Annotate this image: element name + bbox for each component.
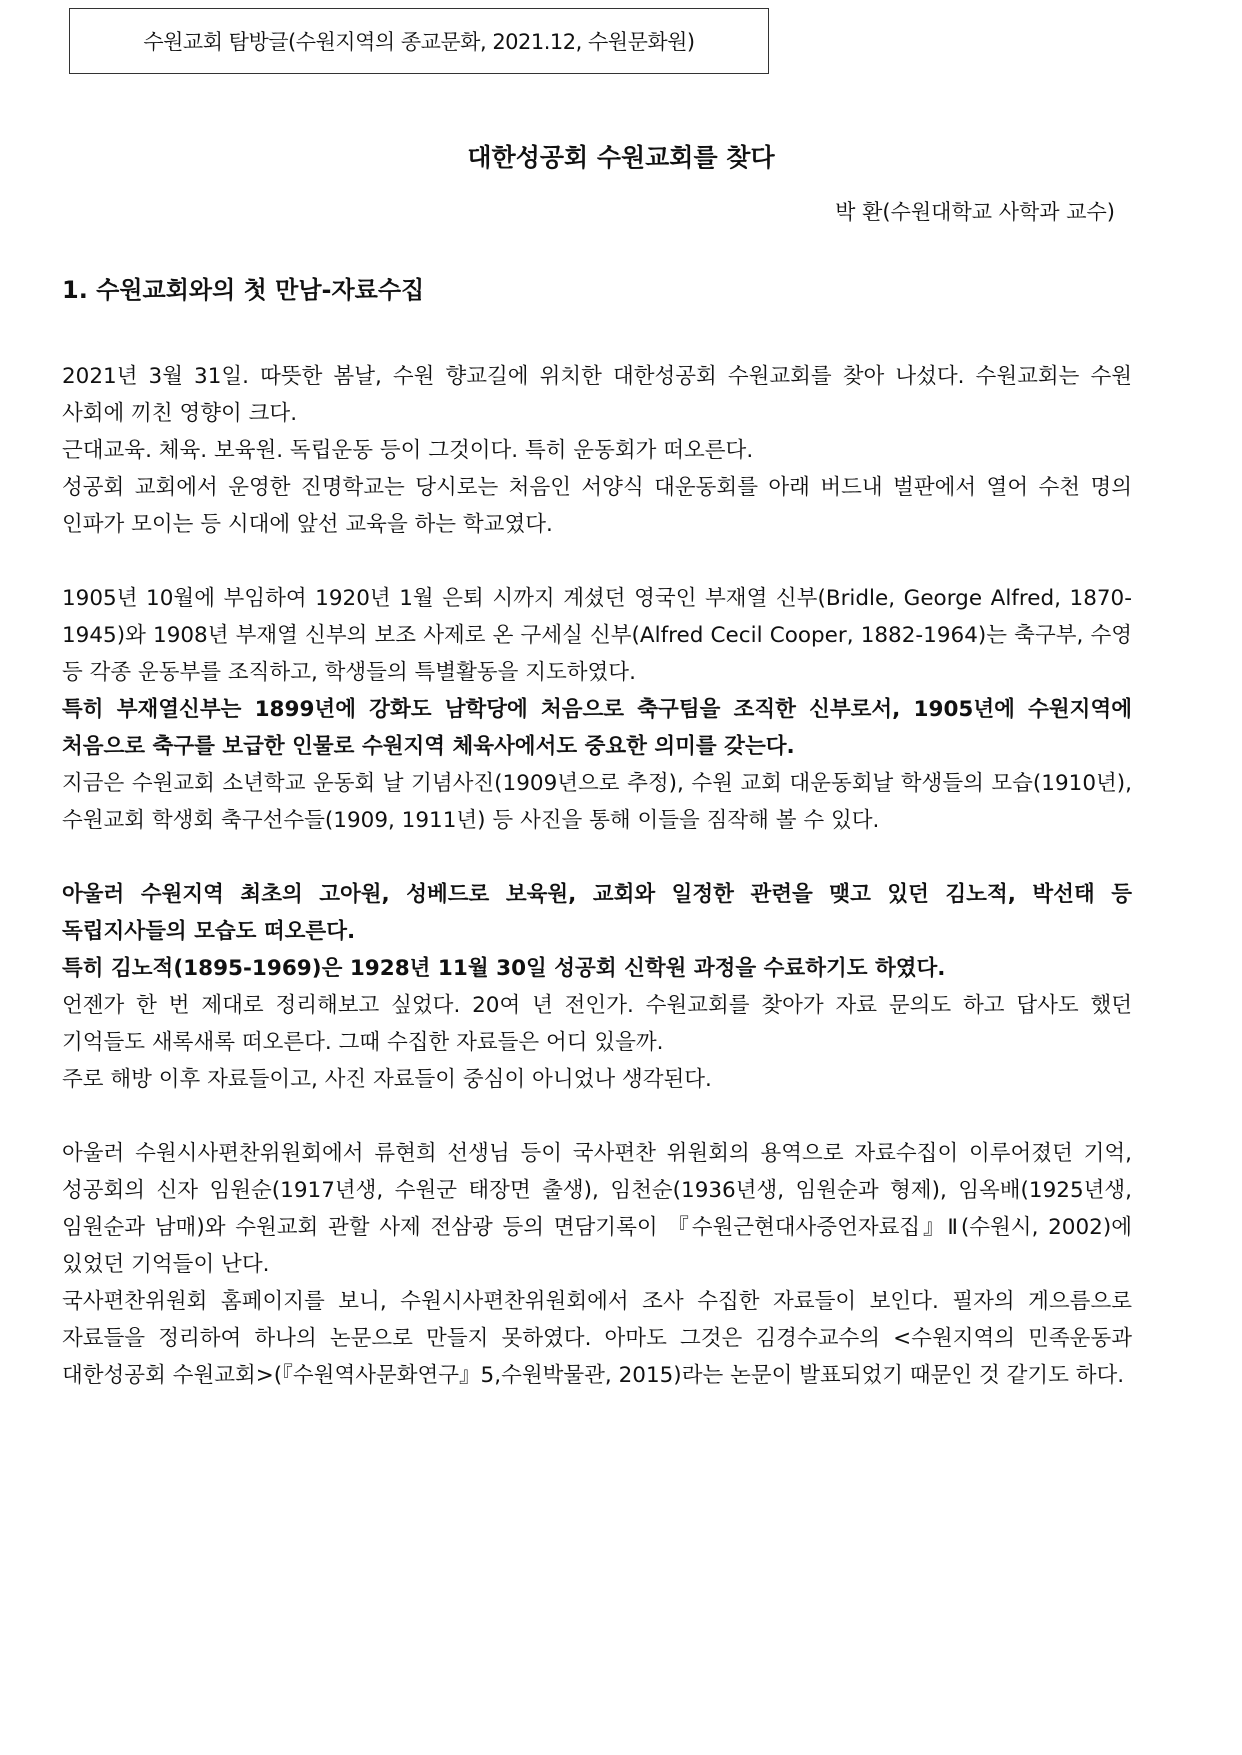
paragraph: 1905년 10월에 부임하여 1920년 1월 은퇴 시까지 계셨던 영국인 부재열 신부(Bridle, George Alfred, 1870-1945)와 1908년 부재열 신부의 보조 사제로 온 구세실 신부(Alfred Cecil Cooper, 1882-1964)는 축구부, 수영 등 각종 운동부를 조직하고, 학생들의 특별활동을 지도하였다. (62, 586, 1132, 685)
paragraph: 지금은 수원교회 소년학교 운동회 날 기념사진(1909년으로 추정), 수원 교회 대운동회날 학생들의 모습(1910년), 수원교회 학생회 축구선수들(1909, 1911년) 등 사진을 통해 이들을 짐작해 볼 수 있다. (62, 771, 1132, 833)
paragraph: 언젠가 한 번 제대로 정리해보고 싶었다. 20여 년 전인가. 수원교회를 찾아가 자료 문의도 하고 답사도 했던 기억들도 새록새록 떠오른다. 그때 수집한 자료들은 어디 있을까. (62, 993, 1132, 1055)
section-heading: 1. 수원교회와의 첫 만남-자료수집 (62, 276, 425, 304)
paragraph: 아울러 수원시사편찬위원회에서 류현희 선생님 등이 국사편찬 위원회의 용역으로 자료수집이 이루어졌던 기억, 성공회의 신자 임원순(1917년생, 수원군 태장면 출생), 임천순(1936년생, 임원순과 형제), 임옥배(1925년생, 임원순과 남매)와 수원교회 관할 사제 전삼광 등의 면담기록이 『수원근현대사증언자료집』Ⅱ(수원시, 2002)에 있었던 기억들이 난다. (62, 1141, 1132, 1277)
paragraph-bold: 특히 김노적(1895-1969)은 1928년 11월 30일 성공회 신학원 과정을 수료하기도 하였다. (62, 956, 946, 981)
paragraph-gap (62, 1098, 1132, 1135)
paragraph-bold: 특히 부재열신부는 1899년에 강화도 남학당에 처음으로 축구팀을 조직한 신부로서, 1905년에 수원지역에 처음으로 축구를 보급한 인물로 수원지역 체육사에서도 중요한 의미를 갖는다. (62, 697, 1132, 759)
paragraph-gap (62, 543, 1132, 580)
paragraph-bold: 아울러 수원지역 최초의 고아원, 성베드로 보육원, 교회와 일정한 관련을 맺고 있던 김노적, 박선태 등 독립지사들의 모습도 떠오른다. (62, 882, 1132, 944)
paragraph: 성공회 교회에서 운영한 진명학교는 당시로는 처음인 서양식 대운동회를 아래 버드내 벌판에서 열어 수천 명의 인파가 모이는 등 시대에 앞선 교육을 하는 학교였다. (62, 475, 1132, 537)
document-title: 대한성공회 수원교회를 찾다 (467, 143, 775, 172)
author-line: 박 환(수원대학교 사학과 교수) (835, 200, 1115, 224)
paragraph: 주로 해방 이후 자료들이고, 사진 자료들이 중심이 아니었나 생각된다. (62, 1067, 712, 1092)
header-source-box (69, 8, 769, 74)
paragraph: 국사편찬위원회 홈페이지를 보니, 수원시사편찬위원회에서 조사 수집한 자료들이 보인다. 필자의 게으름으로 자료들을 정리하여 하나의 논문으로 만들지 못하였다. 아마도 그것은 김경수교수의 <수원지역의 민족운동과 대한성공회 수원교회>(『수원역사문화연구』5,수원박물관, 2015)라는 논문이 발표되었기 때문인 것 같기도 하다. (62, 1289, 1132, 1388)
paragraph-gap (62, 839, 1132, 876)
body-text (62, 358, 1132, 1394)
paragraph: 2021년 3월 31일. 따뜻한 봄날, 수원 향교길에 위치한 대한성공회 수원교회를 찾아 나섰다. 수원교회는 수원 사회에 끼친 영향이 크다. (62, 364, 1132, 426)
paragraph: 근대교육. 체육. 보육원. 독립운동 등이 그것이다. 특히 운동회가 떠오른다. (62, 438, 754, 463)
header-source-text: 수원교회 탐방글(수원지역의 종교문화, 2021.12, 수원문화원) (143, 30, 695, 54)
